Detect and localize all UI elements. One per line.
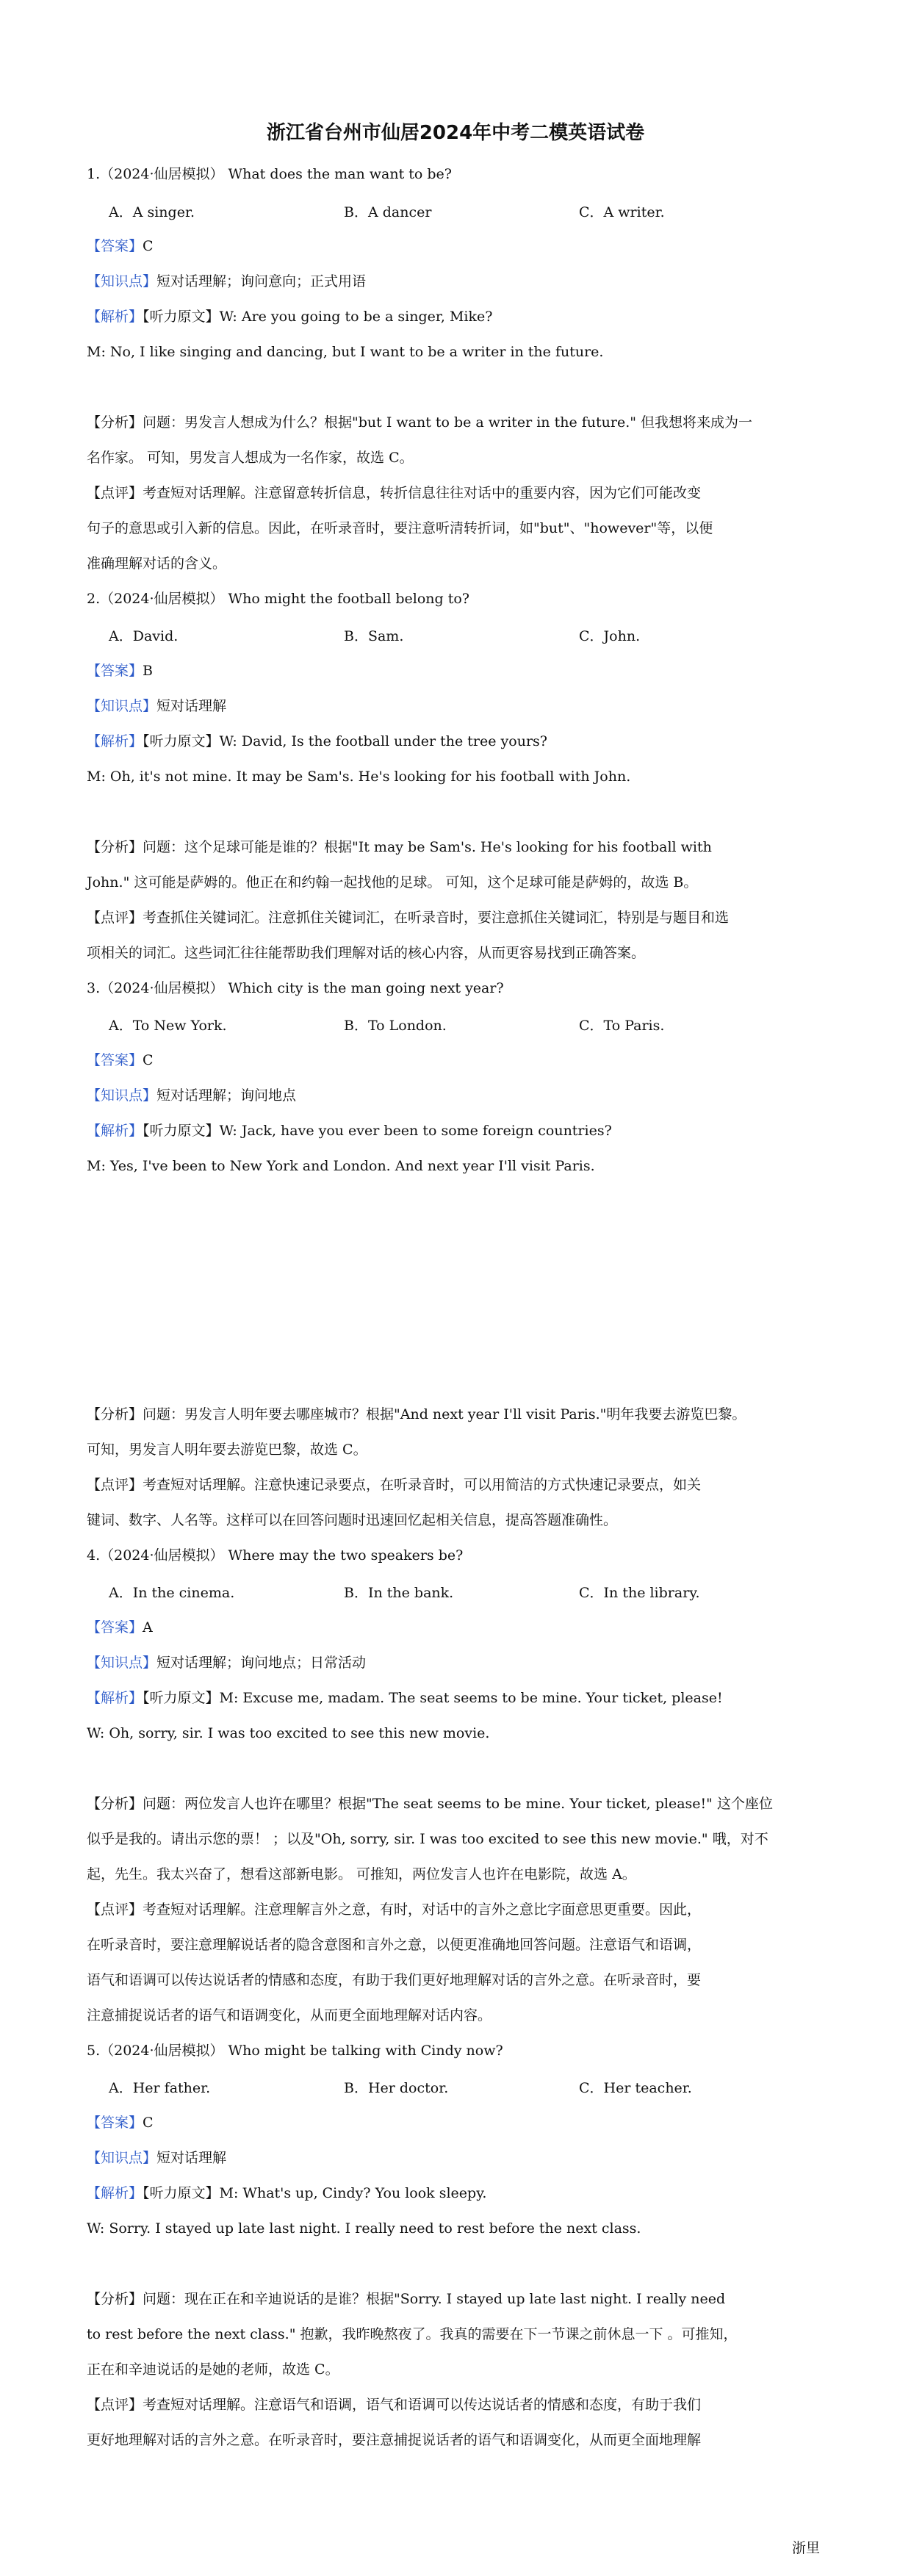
q5-comment-1: 【点评】考查短对话理解。注意语气和语调，语气和语调可以传达说话者的情感和态度，有助于我们 — [87, 2397, 702, 2413]
q5-knowledge: 【知识点】短对话理解 — [87, 2150, 227, 2166]
q4-answer: 【答案】A — [87, 1619, 153, 1636]
q1-knowledge: 【知识点】短对话理解；询问意向；正式用语 — [87, 273, 367, 289]
q2-answer: 【答案】B — [87, 663, 153, 679]
q2-option-c: C．John. — [579, 628, 641, 644]
q3-option-b: B．To London. — [344, 1018, 447, 1034]
q4-analysis-3: 起，先生。我太兴奋了，想看这部新电影。 可推知，两位发言人也许在电影院，故选 A。 — [87, 1866, 636, 1882]
q3-script-line-2: M: Yes, I've been to New York and London. And next year I'll visit Paris. — [87, 1158, 595, 1174]
q3-option-a: A．To New York. — [109, 1018, 227, 1034]
question-4-stem: 4.（2024·仙居模拟） Where may the two speakers be? — [87, 1547, 464, 1564]
q5-analysis-1: 【分析】问题：现在正在和辛迪说话的是谁？根据"Sorry. I stayed up late last night. I really need — [87, 2291, 726, 2307]
q5-option-c: C．Her teacher. — [579, 2080, 692, 2096]
q1-comment-3: 准确理解对话的含义。 — [87, 555, 227, 572]
q3-answer: 【答案】C — [87, 1052, 154, 1068]
q3-option-c: C．To Paris. — [579, 1018, 665, 1034]
q1-answer: 【答案】C — [87, 238, 154, 254]
q3-comment-2: 键词、数字、人名等。这样可以在回答问题时迅速回忆起相关信息，提高答题准确性。 — [87, 1512, 618, 1528]
q5-option-a: A．Her father. — [109, 2080, 211, 2096]
q3-analysis-1: 【分析】问题：男发言人明年要去哪座城市？根据"And next year I'll visit Paris."明年我要去游览巴黎。 — [87, 1406, 746, 1422]
q3-analysis-2: 可知，男发言人明年要去游览巴黎，故选 C。 — [87, 1442, 367, 1458]
q4-comment-4: 注意捕捉说话者的语气和语调变化，从而更全面地理解对话内容。 — [87, 2007, 492, 2023]
q1-script-line-2: M: No, I like singing and dancing, but I want to be a writer in the future. — [87, 344, 604, 360]
q1-comment-2: 句子的意思或引入新的信息。因此，在听录音时，要注意听清转折词，如"but"、"however"等，以便 — [87, 520, 713, 536]
q1-script-line-1: 【解析】【听力原文】W: Are you going to be a singer, Mike? — [87, 309, 493, 325]
q2-analysis-1: 【分析】问题：这个足球可能是谁的？根据"It may be Sam's. He's looking for his football with — [87, 839, 712, 855]
q1-option-a: A．A singer. — [109, 204, 195, 220]
q1-option-c: C．A writer. — [579, 204, 665, 220]
q5-answer: 【答案】C — [87, 2115, 154, 2131]
q3-knowledge: 【知识点】短对话理解；询问地点 — [87, 1087, 297, 1104]
q4-analysis-2: 似乎是我的。请出示您的票！ ；以及"Oh, sorry, sir. I was too excited to see this new movie." 哦，对不 — [87, 1831, 768, 1847]
question-5-stem: 5.（2024·仙居模拟） Who might be talking with Cindy now? — [87, 2043, 503, 2059]
q4-option-c: C．In the library. — [579, 1585, 700, 1601]
q2-comment-2: 项相关的词汇。这些词汇往往能帮助我们理解对话的核心内容，从而更容易找到正确答案。 — [87, 945, 646, 961]
question-3-stem: 3.（2024·仙居模拟） Which city is the man going next year? — [87, 980, 504, 996]
q5-analysis-3: 正在和辛迪说话的是她的老师，故选 C。 — [87, 2361, 339, 2378]
q2-script-line-2: M: Oh, it's not mine. It may be Sam's. He's looking for his football with John. — [87, 769, 631, 785]
q2-option-b: B．Sam. — [344, 628, 404, 644]
q2-comment-1: 【点评】考查抓住关键词汇。注意抓住关键词汇，在听录音时，要注意抓住关键词汇，特别是与题目和选 — [87, 910, 730, 926]
q2-analysis-2: John." 这可能是萨姆的。他正在和约翰一起找他的足球。 可知，这个足球可能是萨姆的，故选 B。 — [87, 874, 698, 891]
q5-script-line-1: 【解析】【听力原文】M: What's up, Cindy? You look sleepy. — [87, 2185, 487, 2201]
q1-analysis-1: 【分析】问题：男发言人想成为什么？根据"but I want to be a writer in the future." 但我想将来成为一 — [87, 414, 753, 431]
q4-knowledge: 【知识点】短对话理解；询问地点；日常活动 — [87, 1655, 367, 1671]
page-footer: 浙里 — [792, 2540, 821, 2556]
q5-script-line-2: W: Sorry. I stayed up late last night. I really need to rest before the next class. — [87, 2220, 641, 2237]
q1-option-b: B．A dancer — [344, 204, 432, 220]
q4-script-line-1: 【解析】【听力原文】M: Excuse me, madam. The seat seems to be mine. Your ticket, please! — [87, 1690, 723, 1706]
q4-comment-3: 语气和语调可以传达说话者的情感和态度，有助于我们更好地理解对话的言外之意。在听录音时，要 — [87, 1972, 702, 1988]
q5-comment-2: 更好地理解对话的言外之意。在听录音时，要注意捕捉说话者的语气和语调变化，从而更全面地理解 — [87, 2432, 702, 2448]
q2-option-a: A．David. — [109, 628, 179, 644]
q4-comment-2: 在听录音时，要注意理解说话者的隐含意图和言外之意，以便更准确地回答问题。注意语气和语调， — [87, 1937, 702, 1953]
question-1-stem: 1.（2024·仙居模拟） What does the man want to be? — [87, 166, 452, 182]
q1-analysis-2: 名作家。 可知，男发言人想成为一名作家，故选 C。 — [87, 450, 414, 466]
q1-comment-1: 【点评】考查短对话理解。注意留意转折信息，转折信息往往对话中的重要内容，因为它们可能改变 — [87, 485, 702, 501]
q2-knowledge: 【知识点】短对话理解 — [87, 698, 227, 714]
q3-comment-1: 【点评】考查短对话理解。注意快速记录要点，在听录音时，可以用简洁的方式快速记录要点，如关 — [87, 1477, 702, 1493]
q4-analysis-1: 【分析】问题：两位发言人也许在哪里？根据"The seat seems to be mine. Your ticket, please!" 这个座位 — [87, 1796, 773, 1812]
q4-script-line-2: W: Oh, sorry, sir. I was too excited to see this new movie. — [87, 1725, 490, 1741]
q2-script-line-1: 【解析】【听力原文】W: David, Is the football under the tree yours? — [87, 733, 547, 749]
q3-script-line-1: 【解析】【听力原文】W: Jack, have you ever been to some foreign countries? — [87, 1123, 612, 1139]
page-title: 浙江省台州市仙居2024年中考二模英语试卷 — [266, 122, 645, 144]
question-2-stem: 2.（2024·仙居模拟） Who might the football belong to? — [87, 591, 469, 607]
q4-option-a: A．In the cinema. — [109, 1585, 235, 1601]
q4-comment-1: 【点评】考查短对话理解。注意理解言外之意，有时，对话中的言外之意比字面意思更重要。因此， — [87, 1902, 702, 1918]
q5-analysis-2: to rest before the next class." 抱歉，我昨晚熬夜了。我真的需要在下一节课之前休息一下 。可推知， — [87, 2326, 738, 2342]
q4-option-b: B．In the bank. — [344, 1585, 454, 1601]
q5-option-b: B．Her doctor. — [344, 2080, 449, 2096]
